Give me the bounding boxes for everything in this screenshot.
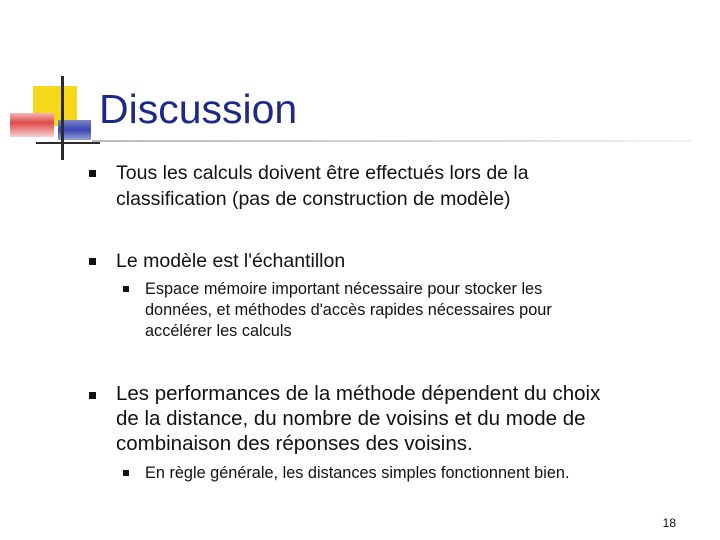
bullet-icon <box>89 170 96 177</box>
decorative-logo <box>0 0 100 170</box>
slide-title: Discussion <box>99 86 298 132</box>
page-number: 18 <box>662 516 676 530</box>
bullet-3-line-3: combinaison des réponses des voisins. <box>116 432 473 455</box>
sub-bullet-2-1-line-1: Espace mémoire important nécessaire pour stocker les <box>145 280 543 298</box>
sub-bullet-2-1-line-2: données, et méthodes d'accès rapides nécessaires pour <box>145 301 552 319</box>
sub-bullet-3-1-line-1: En règle générale, les distances simples fonctionnent bien. <box>145 464 570 482</box>
sub-bullet-2-1-line-3: accélérer les calculs <box>145 322 292 340</box>
sub-bullet-icon <box>123 286 129 292</box>
bullet-3-line-2: de la distance, du nombre de voisins et du mode de <box>116 407 586 430</box>
bullet-icon <box>89 258 96 265</box>
logo-red-square <box>10 113 54 137</box>
logo-vertical-line <box>61 76 64 160</box>
bullet-2-line-1: Le modèle est l'échantillon <box>116 250 346 272</box>
bullet-1-line-1: Tous les calculs doivent être effectués lors de la <box>116 162 529 184</box>
bullet-3-line-1: Les performances de la méthode dépendent du choix <box>116 382 601 405</box>
logo-horizontal-line <box>36 142 100 144</box>
title-underline <box>92 140 692 142</box>
bullet-icon <box>89 392 96 399</box>
bullet-1-line-2: classification (pas de construction de modèle) <box>116 188 511 210</box>
sub-bullet-icon <box>123 470 129 476</box>
